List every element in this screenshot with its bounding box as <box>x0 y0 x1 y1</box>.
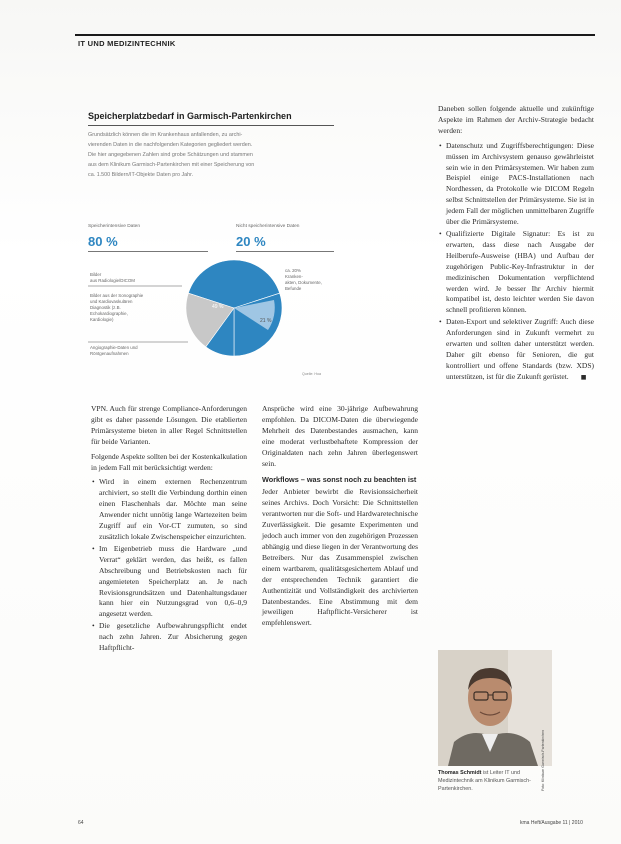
chart-left-heading: Speicherintensive Daten <box>88 224 140 229</box>
paragraph: VPN. Auch für strenge Compliance-Anforderungen gibt es daher passende Lösungen. Die etablierten Primärsysteme bieten in aller Regel Schnittstellen für beide Varianten. <box>91 404 247 446</box>
segment-label: Bilder aus Radiologie/DICOM <box>90 272 135 283</box>
infobox-intro <box>88 130 328 180</box>
intro-line: aus dem Klinikum Garmisch-Partenkirchen mit einer Speicherung von <box>88 162 255 168</box>
column-1 <box>91 404 247 658</box>
intro-line: Die hier angegebenen Zahlen sind grobe Schätzungen und stammen <box>88 152 253 158</box>
list-item <box>446 317 594 383</box>
segment-label: Bilder aus der Sonographie und Kardiovaskulären Diagnostik (z.B. Echokardiographie, Kardiologie) <box>90 293 144 322</box>
list-item-text: Daten-Export und selektiver Zugriff: Auch diese Anforderungen sind in Zukunft vermehrt zu erwarten und sollten daher unterstützt werden. Daher gilt ebenso für Senioren, die gut kontrolliert und offene Standards (bzw. XDS) unterstützen, ist für die Zukunft gerüstet. <box>446 317 594 381</box>
photo-caption <box>438 769 556 793</box>
intro-line: Grundsätzlich können die im Krankenhaus anfallenden, zu archi- <box>88 132 243 138</box>
author-photo <box>438 650 552 766</box>
column-3 <box>438 104 594 388</box>
infobox-title: Speicherplatzbedarf in Garmisch-Partenkirchen <box>88 111 292 121</box>
list-item: • Im Eigenbetrieb muss die Hardware „und Verrat“ geklärt werden, das heißt, es fallen Abschreibung und Betriebskosten nach für angemieteten Speicherplatz an. Je nach Revisionsgrundsätzen und Datenhaltungsdauer kann hier ein Nutzungsgrad von 0,6–0,9 angesetzt werden. <box>99 544 247 620</box>
end-mark-icon: ■ <box>580 373 587 381</box>
chart-left-rule <box>88 251 208 252</box>
caption-text: ist Leiter IT und Medizintechnik am Klinikum Garmisch-Partenkirchen. <box>438 770 531 792</box>
header-rule <box>75 34 595 36</box>
chart-right-rule <box>236 251 334 252</box>
bullet-list <box>91 477 247 654</box>
paragraph: Folgende Aspekte sollten bei der Kostenkalkulation in jedem Fall mit berücksichtigt werden: <box>91 451 247 472</box>
chart-label-angio <box>90 345 170 357</box>
subheading: Workflows – was sonst noch zu beachten ist <box>262 475 417 485</box>
chart-source: Quelle: Hoa <box>302 372 321 376</box>
paragraph: Daneben sollen folgende aktuelle und zukünftige Aspekte im Rahmen der Archiv-Strategie bedacht werden: <box>438 104 594 135</box>
chart-label-akten <box>285 268 337 292</box>
paragraph: Ansprüche wird eine 30-jährige Aufbewahrung empfohlen. Da DICOM-Daten die überwiegende Mehrheit des Datenbestandes ausmachen, kann eine moderat verlustbehaftete Kompression der Originaldaten nach zehn Jahren überlegenswert sein. <box>262 404 418 468</box>
caption-name: Thomas Schmidt <box>438 770 482 776</box>
infobox-rule <box>88 125 334 126</box>
chart-label-sono <box>90 293 170 323</box>
footer-publication: kma Heft/Ausgabe 11 | 2010 <box>520 820 583 826</box>
pie-inner-label: 21 % <box>260 318 272 324</box>
column-2 <box>262 404 418 633</box>
segment-label: Angiographie-Daten und Röntgenaufnahmen <box>90 345 138 356</box>
chart-right-heading: Nicht speicherintensive Daten <box>236 224 300 229</box>
portrait-illustration <box>438 650 552 766</box>
pie-inner-label: 49 % <box>212 304 224 310</box>
section-tag: IT UND MEDIZINTECHNIK <box>78 39 176 48</box>
chart-label-dicom <box>90 272 170 284</box>
intro-line: vierenden Daten in die nachfolgenden Kategorien gegliedert werden. <box>88 142 253 148</box>
list-item: • Die gesetzliche Aufbewahrungspflicht endet nach zehn Jahren. Zur Absicherung gegen Haftpflicht- <box>99 621 247 654</box>
chart-right-pct: 20 % <box>236 234 266 249</box>
segment-label: ca. 20% Kranken- akten, Dokumente, Befunde <box>285 268 322 291</box>
intro-line: ca. 1.500 Bildern/IT-Objekte Daten pro Jahr. <box>88 172 194 178</box>
list-item: • Datenschutz und Zugriffsberechtigungen: Diese müssen im Archivsystem genauso gewährleistet sein wie in den Primärsystemen. Wir haben zum Beispiel einige PACS-Installationen nach Nordhessen, da Protokolle wie DICOM Regeln selbst Schnittstellen der Primärsysteme. Sie ist in jedem Fall der möglichen unmittelbaren Zugriffe über die Primärsysteme. <box>446 141 594 228</box>
list-item: • Wird in einem externen Rechenzentrum archiviert, so stellt die Verbindung dorthin einen einen Flaschenhals dar. Möchte man seine Anwender nicht unnötig lange Wartezeiten beim Zugriff auf ein Vor-CT zumuten, so sind zusätzlich lokale Zwischenspeicher einzurichten. <box>99 477 247 542</box>
page-number: 64 <box>78 820 84 826</box>
bullet-list <box>438 141 594 384</box>
list-item: • Qualifizierte Digitale Signatur: Es ist zu erwarten, dass diese nach Ausgabe der Heilberufe-Ausweise (HBA) und Aufbau der zugehörigen Public-Key-Infrastruktur in der medizinischen Dokumentation verpflichtend werden wird. Je besser Ihr Archiv hiermit kompatibel ist, desto leichter werden Sie davon schnell profitieren können. <box>446 229 594 316</box>
paragraph: Jeder Anbieter bewirbt die Revisionssicherheit seines Archivs. Doch Vorsicht: Die Schnittstellen verantworten nur die Soft- und Hardwaretechnische Zuverlässigkeit. Die gesamte Experimenten und jedoch auch immer von den zugehörigen Prozessen abhängig und diese liegen in der Verantwortung des Betreibers. Nur das Zusammenspiel zwischen einem wartbarem, qualitätsgesichertem Ablauf und der entsprechenden Technik garantiert die Authentizität und Vollständigkeit des archivierten Datenbestandes. Eine Abstimmung mit dem jeweiligen Haftpflicht-Versicherer ist empfehlenswert. <box>262 487 418 628</box>
photo-credit: Foto: Klinikum Garmisch-Partenkirchen <box>541 730 545 791</box>
chart-left-pct: 80 % <box>88 234 118 249</box>
